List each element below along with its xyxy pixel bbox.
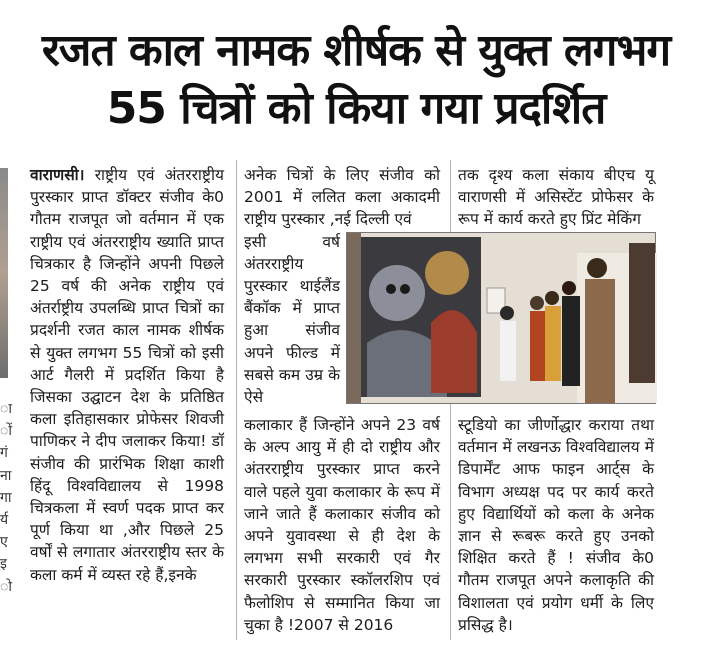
column-2-middle-text: इसी वर्ष अंतरराष्ट्रीय पुरस्कार थाईलैंड बैंकॉक में प्राप्त हुआ संजीव अपने फील्ड में सबसे कम उम्र के ऐसे <box>244 232 340 407</box>
adjacent-column-fragment: ा ों गं ना गा र्य ए इ ो <box>0 401 12 595</box>
headline-line-2: 55 चित्रों को किया गया प्रदर्शित <box>106 83 606 134</box>
headline <box>0 22 712 138</box>
adjacent-photo-strip <box>0 168 8 378</box>
column-2-top-text: अनेक चित्रों के लिए संजीव को 2001 में ललित कला अकादमी राष्ट्रीय पुरस्कार ,नई दिल्ली एवं <box>244 166 440 229</box>
article-column-3-bottom <box>458 414 654 636</box>
column-1-text: राष्ट्रीय एवं अंतरराष्ट्रीय पुरस्कार प्राप्त डॉक्टर संजीव के0 गौतम राजपूत जो वर्तमान में एक राष्ट्रीय एवं अंतरराष्ट्रीय ख्याति प्राप्त चित्रकार है जिन्होंने अपनी पिछले 25 वर्ष की अनेक राष्ट्रीय एवं अंतर्राष्ट्रीय उपलब्धि प्राप्त चित्रों का प्रदर्शनी रजत काल नामक शीर्षक से युक्त लगभग 55 चित्रों को इसी आर्ट गैलरी में प्रदर्शित किया है जिसका उद्घाटन देश के प्रतिष्ठित कला इतिहासकार प्रोफेसर शिवजी पाणिकर ने दीप जलाकर किया! डॉ संजीव की प्रारंभिक शिक्षा काशी हिंदू विश्वविद्यालय से 1998 चित्रकला में स्वर्ण पदक प्राप्त कर पूर्ण किया था ,और पिछले 25 वर्षों से लगातार अंतरराष्ट्रीय स्तर के कला कर्म में व्यस्त रहे हैं,इनके <box>30 166 224 584</box>
article-column-1 <box>30 164 224 586</box>
column-3-bottom-text: स्टूडियो का जीर्णोद्धार कराया तथा वर्तमान में लखनऊ विश्वविद्यालय में डिपार्मेंट आफ फाइन आर्ट्स के विभाग अध्यक्ष पद पर कार्य करते हुए विद्यार्थियों को कला के अनेक ज्ञान से रूबरू करते हुए उनको शिक्षित करते हैं ! संजीव के0 गौतम राजपूत अपने कलाकृति की विशालता एवं प्रयोग धर्मी के लिए प्रसिद्ध है। <box>458 416 654 634</box>
article-column-3-top <box>458 164 654 231</box>
exhibition-photo <box>346 232 656 404</box>
column-rule <box>236 160 237 640</box>
article-column-2-bottom <box>244 414 440 636</box>
headline-line-1: रजत काल नामक शीर्षक से युक्त लगभग <box>41 25 671 76</box>
column-2-bottom-text: कलाकार हैं जिन्होंने अपने 23 वर्ष के अल्प आयु में ही दो राष्ट्रीय और अंतरराष्ट्रीय पुरस्कार प्राप्त करने वाले पहले युवा कलाकार के रूप में जाने जाते हैं कलाकार संजीव को अपने युवावस्था से ही देश के लगभग सभी सरकारी एवं गैर सरकारी पुरस्कार स्कॉलरशिप एवं फैलोशिप से सम्मानित किया जा चुका है !2007 से 2016 <box>244 416 440 634</box>
dateline: वाराणसी। <box>30 166 85 184</box>
column-3-top-text: तक दृश्य कला संकाय बीएच यू वाराणसी में असिस्टेंट प्रोफेसर के रूप में कार्य करते हुए प्रिंट मेकिंग <box>458 166 654 229</box>
gallery-scene-illustration <box>347 233 655 403</box>
